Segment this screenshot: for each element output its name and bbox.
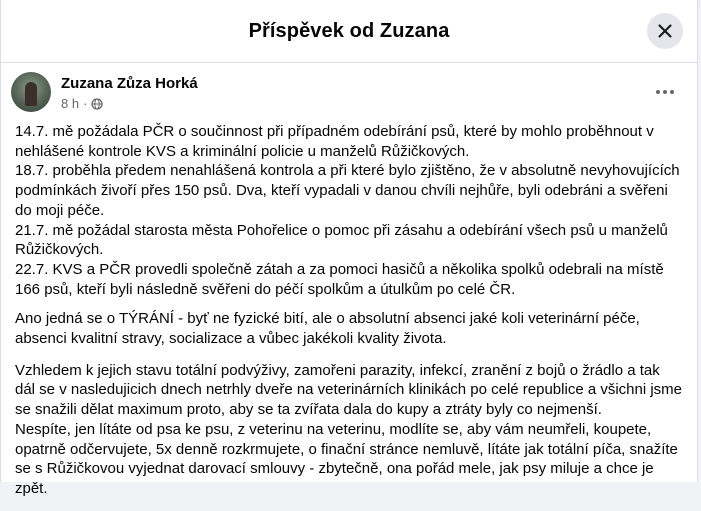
- post-author-row: [11, 72, 683, 116]
- dialog-title: Příspěvek od Zuzana: [248, 19, 450, 42]
- close-icon: [658, 24, 672, 38]
- dialog-header: [1, 0, 697, 63]
- post-paragraph: Ano jedná se o TÝRÁNÍ - byť ne fyzické bití, ale o absolutní absenci jaké koli veterinární péče, absenci kvalitní stravy, socializace a vůbec jakékoli kvality života.: [15, 310, 640, 348]
- post-meta: [61, 96, 103, 111]
- post-time[interactable]: 8 h: [61, 96, 80, 111]
- post-paragraph: Vzhledem k jejich stavu totální podvýživy, zamořeni parazity, infekcí, zranění z bojů o žrádlo a tak dál se v nasledujicich dnech netrhly dveře na veterinárních klinikách po celé republice a všichni jsme se snažili dělat maximum proto, aby se ta zvířata dala do kupy a ztráty byly co nejmenší. Nespíte, jen lítáte od psa ke psu, z veterinu na veterinu, modlíte se, aby vám neumřeli, koupete, opatrně odčervujete, 5x denně rozkrmujete, o finační stránce nemluvě, lítáte jak totální píča, snažíte se s Růžičkovou vyjednat darovací smlouvy - zbytečně, ona pořád mele, jak psy miluje a chce je zpět.: [15, 361, 683, 497]
- post-text: [15, 122, 683, 511]
- more-options-button[interactable]: [647, 78, 683, 106]
- close-button[interactable]: [647, 13, 683, 49]
- post-paragraph: 14.7. mě požádala PČR o součinnost při případném odebírání psů, které by mohlo proběhnout v nehlášené kontrole KVS a kriminální policie u manželů Růžičkových. 18.7. proběhla předem nenahlášená kontrola a při které bylo zjištěno, že v absolutně nevyhovujících podmínkách živoří přes 150 psů. Dva, kteří vypadali v danou chvíli nejhůře, byli odebráni a svěřeni do moji péče. 21.7. mě požádal starosta města Pohořelice o pomoc při zásahu a odebírání všech psů u manželů Růžičkových. 22.7. KVS a PČR provedli společně zátah a za pomoci hasičů a několika spolků odebrali na místě 166 psů, kteří byli následně svěřeni do péčí spolkům a útulkům po celé ČR.: [15, 123, 680, 298]
- more-options-icon: [655, 89, 675, 95]
- globe-icon[interactable]: [91, 98, 103, 110]
- meta-separator: ·: [83, 96, 88, 111]
- avatar-figure: [25, 82, 37, 106]
- author-name[interactable]: Zuzana Zůza Horká: [61, 75, 198, 92]
- avatar[interactable]: [11, 72, 51, 112]
